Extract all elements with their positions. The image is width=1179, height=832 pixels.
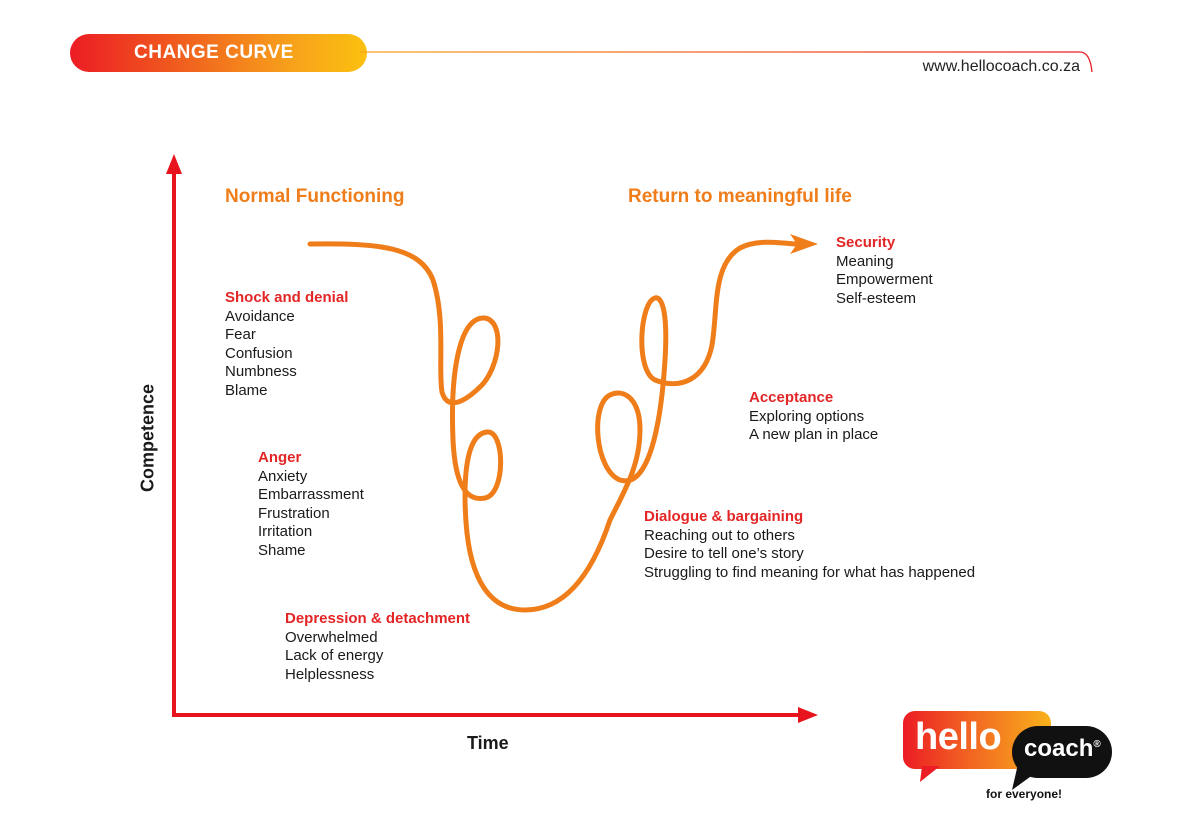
page-title: CHANGE CURVE	[134, 42, 294, 63]
phase-title-normal-functioning: Normal Functioning	[225, 186, 405, 207]
phase-title-return-meaningful-life: Return to meaningful life	[628, 186, 852, 207]
stage-depression-and-detachment	[285, 610, 470, 684]
stage-item: Avoidance	[225, 307, 295, 325]
stage-item: Overwhelmed	[285, 628, 378, 646]
stage-item: Irritation	[258, 523, 313, 540]
registered-mark: ®	[1093, 739, 1101, 750]
stage-item: Embarrassment	[258, 486, 364, 503]
stage-item: Lack of energy	[285, 647, 384, 664]
stage-item: Confusion	[225, 344, 293, 362]
stage-item: A new plan in place	[749, 426, 879, 443]
hellocoach-logo	[900, 708, 1120, 808]
y-axis	[166, 154, 182, 716]
stage-title: Security	[836, 234, 896, 251]
stage-item: Desire to tell one’s story	[644, 545, 804, 562]
logo-tagline: for everyone!	[986, 787, 1063, 801]
stage-title: Anger	[258, 449, 302, 466]
stage-item: Self-esteem	[836, 289, 917, 307]
stage-item: Blame	[225, 381, 268, 399]
x-axis	[172, 707, 818, 723]
stage-anger	[258, 449, 364, 560]
x-axis-label: Time	[467, 733, 509, 753]
stage-title: Depression & detachment	[285, 610, 471, 627]
stage-item: Helplessness	[285, 665, 375, 683]
stage-item: Shame	[258, 541, 306, 559]
stage-item: Fear	[225, 326, 256, 343]
stage-item: Empowerment	[836, 271, 933, 288]
stage-item: Frustration	[258, 504, 330, 522]
stage-title: Acceptance	[749, 389, 834, 406]
stage-shock-and-denial	[225, 289, 348, 400]
stage-item: Exploring options	[749, 407, 865, 425]
stage-item: Struggling to find meaning for what has happened	[644, 563, 976, 581]
stage-title: Shock and denial	[225, 289, 349, 306]
y-axis-label: Competence	[137, 383, 158, 493]
stage-security	[836, 234, 933, 308]
logo-hello-text: hello	[915, 716, 1002, 758]
stage-item: Meaning	[836, 252, 894, 270]
stage-item: Numbness	[225, 363, 297, 380]
stage-title: Dialogue & bargaining	[644, 508, 804, 525]
stage-item: Anxiety	[258, 467, 308, 485]
logo-coach-text: coach®	[1024, 735, 1101, 762]
stage-item: Reaching out to others	[644, 526, 795, 544]
stage-dialogue-and-bargaining	[644, 508, 975, 582]
stage-acceptance	[749, 389, 878, 445]
website-url: www.hellocoach.co.za	[922, 58, 1080, 75]
